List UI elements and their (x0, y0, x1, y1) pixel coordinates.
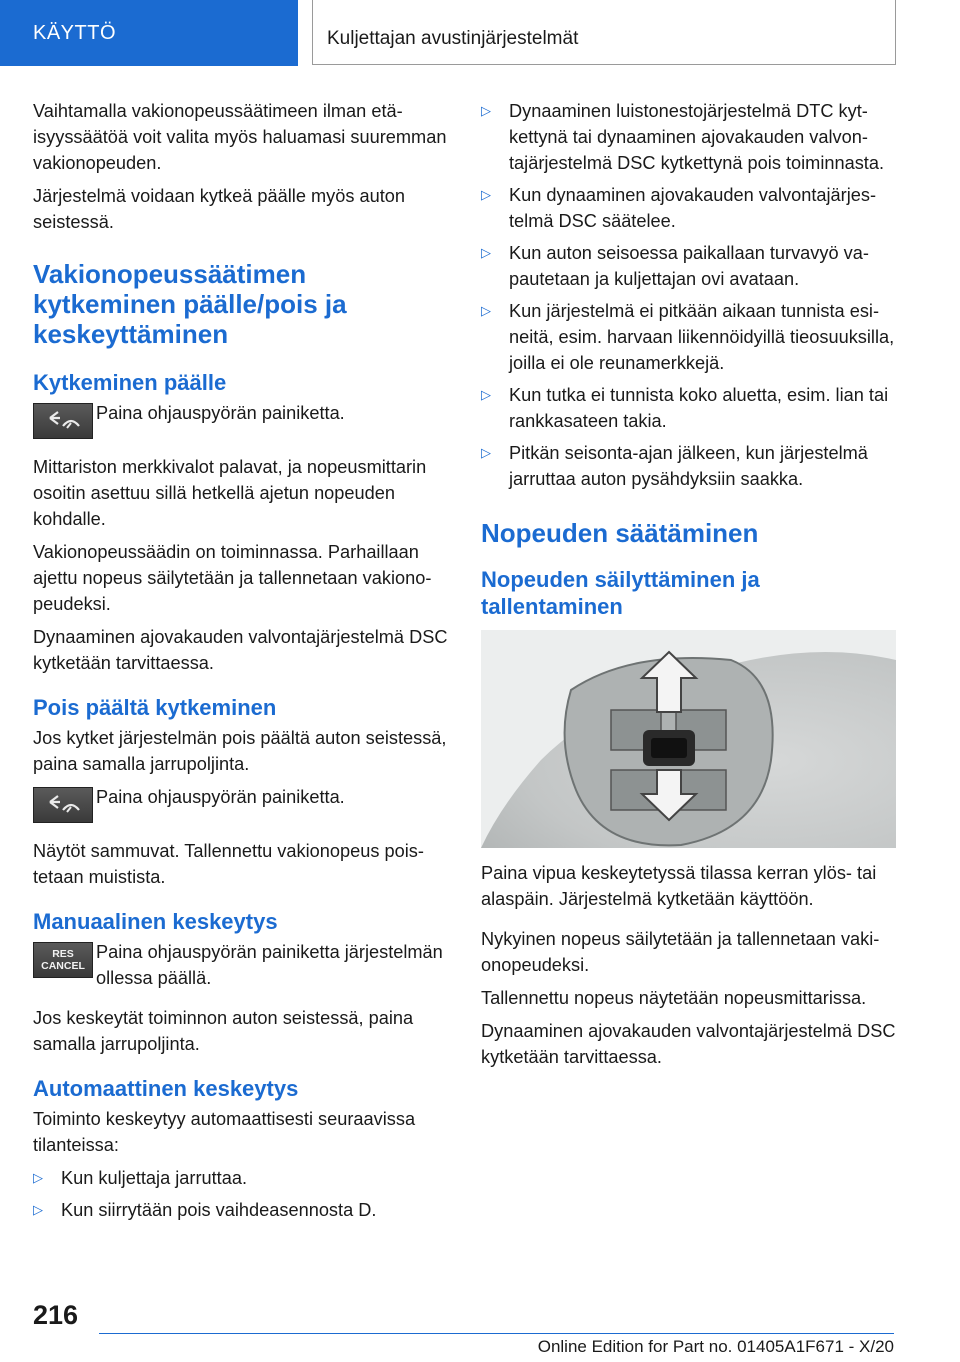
switch-on-text: Paina ohjauspyörän painiketta. (96, 403, 345, 423)
manual-interrupt-instruction (33, 939, 448, 991)
manual-interrupt-paragraph: Jos keskeytät toiminnon auton seistessä, paina samalla jarrupoljinta. (33, 1008, 414, 1054)
left-column (33, 98, 448, 1231)
triangle-bullet-icon: ▷ (481, 445, 491, 460)
auto-interrupt-paragraph: Toiminto keskeytyy automaattisesti seuraavissa tilanteissa: (33, 1109, 416, 1155)
heading-switch-off: Pois päältä kytkeminen (33, 695, 277, 720)
list-item: ▷ Kun kuljettaja jarruttaa. (33, 1165, 448, 1191)
switch-on-paragraph-2: Vakionopeussäädin on toiminnassa. Parhaillaan ajettu nopeus säilytetään ja tallennetaan vakionopeudeksi. (33, 542, 432, 614)
footer-divider (99, 1333, 894, 1334)
chapter-title: Kuljettajan avustinjärjestelmät (327, 28, 579, 49)
chapter-box (312, 0, 896, 65)
cancel-label: CANCEL (41, 960, 85, 972)
steering-wheel-lever-image (481, 630, 896, 848)
heading-store-speed: Nopeuden säilyttäminen ja tallentaminen (481, 567, 760, 619)
list-item: ▷ Kun siirrytään pois vaihdeasennosta D. (33, 1197, 448, 1223)
res-label: RES (52, 948, 74, 960)
triangle-bullet-icon: ▷ (481, 303, 491, 318)
triangle-bullet-icon: ▷ (481, 187, 491, 202)
res-cancel-button-icon (33, 942, 93, 978)
heading-manual-interrupt: Manuaalinen keskeytys (33, 909, 278, 934)
list-item: ▷ Kun auton seisoessa paikallaan turvavyö vapautetaan ja kuljettajan ovi avataan. (481, 240, 896, 292)
list-item: ▷ Kun dynaaminen ajovakauden valvontajärjestelmä DSC säätelee. (481, 182, 896, 234)
section-heading-speed: Nopeuden säätäminen (481, 518, 759, 548)
store-speed-paragraph-1: Paina vipua keskeytetyssä tilassa kerran ylös- tai alaspäin. Järjestelmä kytketään käyttöön. (481, 863, 877, 909)
triangle-bullet-icon: ▷ (481, 103, 491, 118)
section-title: KÄYTTÖ (33, 22, 117, 44)
right-column (481, 98, 896, 1077)
list-item: ▷ Kun järjestelmä ei pitkään aikaan tunnista esineitä, esim. harvaan liikennöidyillä tieosuuksilla, joilla ei ole reunamerkkejä. (481, 298, 896, 376)
section-heading-cruise: Vakionopeussäätimen kytkeminen päälle/pois ja keskeyttäminen (33, 259, 347, 349)
edition-text: Online Edition for Part no. 01405A1F671 - X/20 (537, 1337, 894, 1356)
switch-off-paragraph-1: Jos kytket järjestelmän pois päältä auton seistessä, paina samalla jarrupoljinta. (33, 728, 447, 774)
list-item: ▷ Kun tutka ei tunnista koko aluetta, esim. lian tai rankkasateen takia. (481, 382, 896, 434)
heading-switch-on: Kytkeminen päälle (33, 370, 227, 395)
store-speed-paragraph-2: Nykyinen nopeus säilytetään ja tallennetaan vakionopeudeksi. (481, 929, 880, 975)
section-tab[interactable] (0, 0, 298, 66)
page-header (0, 0, 960, 66)
cruise-control-button-icon (33, 403, 93, 439)
switch-off-text: Paina ohjauspyörän painiketta. (96, 787, 345, 807)
triangle-bullet-icon: ▷ (33, 1202, 43, 1217)
manual-interrupt-text: Paina ohjauspyörän painiketta järjestelmän ollessa päällä. (96, 942, 443, 988)
switch-on-paragraph-1: Mittariston merkkivalot palavat, ja nopeusmittarin osoitin asettuu sillä hetkellä ajetun nopeuden kohdalle. (33, 457, 427, 529)
store-speed-paragraph-4: Dynaaminen ajovakauden valvontajärjestelmä DSC kytketään tarvittaessa. (481, 1021, 896, 1067)
switch-off-instruction (33, 784, 448, 824)
triangle-bullet-icon: ▷ (481, 387, 491, 402)
intro-paragraph-2: Järjestelmä voidaan kytkeä päälle myös auton seistessä. (33, 186, 406, 232)
cruise-control-button-icon (33, 787, 93, 823)
list-item: ▷ Pitkän seisonta-ajan jälkeen, kun järjestelmä jarruttaa auton pysähdyksiin saakka. (481, 440, 896, 492)
store-speed-paragraph-3: Tallennettu nopeus näytetään nopeusmittarissa. (481, 988, 867, 1008)
auto-interrupt-list-continued (481, 98, 896, 492)
triangle-bullet-icon: ▷ (481, 245, 491, 260)
list-item: ▷ Dynaaminen luistonestojärjestelmä DTC kytkettynä tai dynaaminen ajovakauden valvontajärjestelmä DSC kytkettynä pois toiminnasta. (481, 98, 896, 176)
switch-off-paragraph-2: Näytöt sammuvat. Tallennettu vakionopeus poistetaan muistista. (33, 841, 424, 887)
switch-on-instruction (33, 400, 448, 440)
heading-auto-interrupt: Automaattinen keskeytys (33, 1076, 299, 1101)
page-number: 216 (33, 1300, 79, 1330)
intro-paragraph-1: Vaihtamalla vakionopeussäätimeen ilman etäisyyssäätöä voit valita myös haluamasi suuremman vakionopeuden. (33, 101, 447, 173)
switch-on-paragraph-3: Dynaaminen ajovakauden valvontajärjestelmä DSC kytketään tarvittaessa. (33, 627, 448, 673)
triangle-bullet-icon: ▷ (33, 1170, 43, 1185)
auto-interrupt-list (33, 1165, 448, 1223)
